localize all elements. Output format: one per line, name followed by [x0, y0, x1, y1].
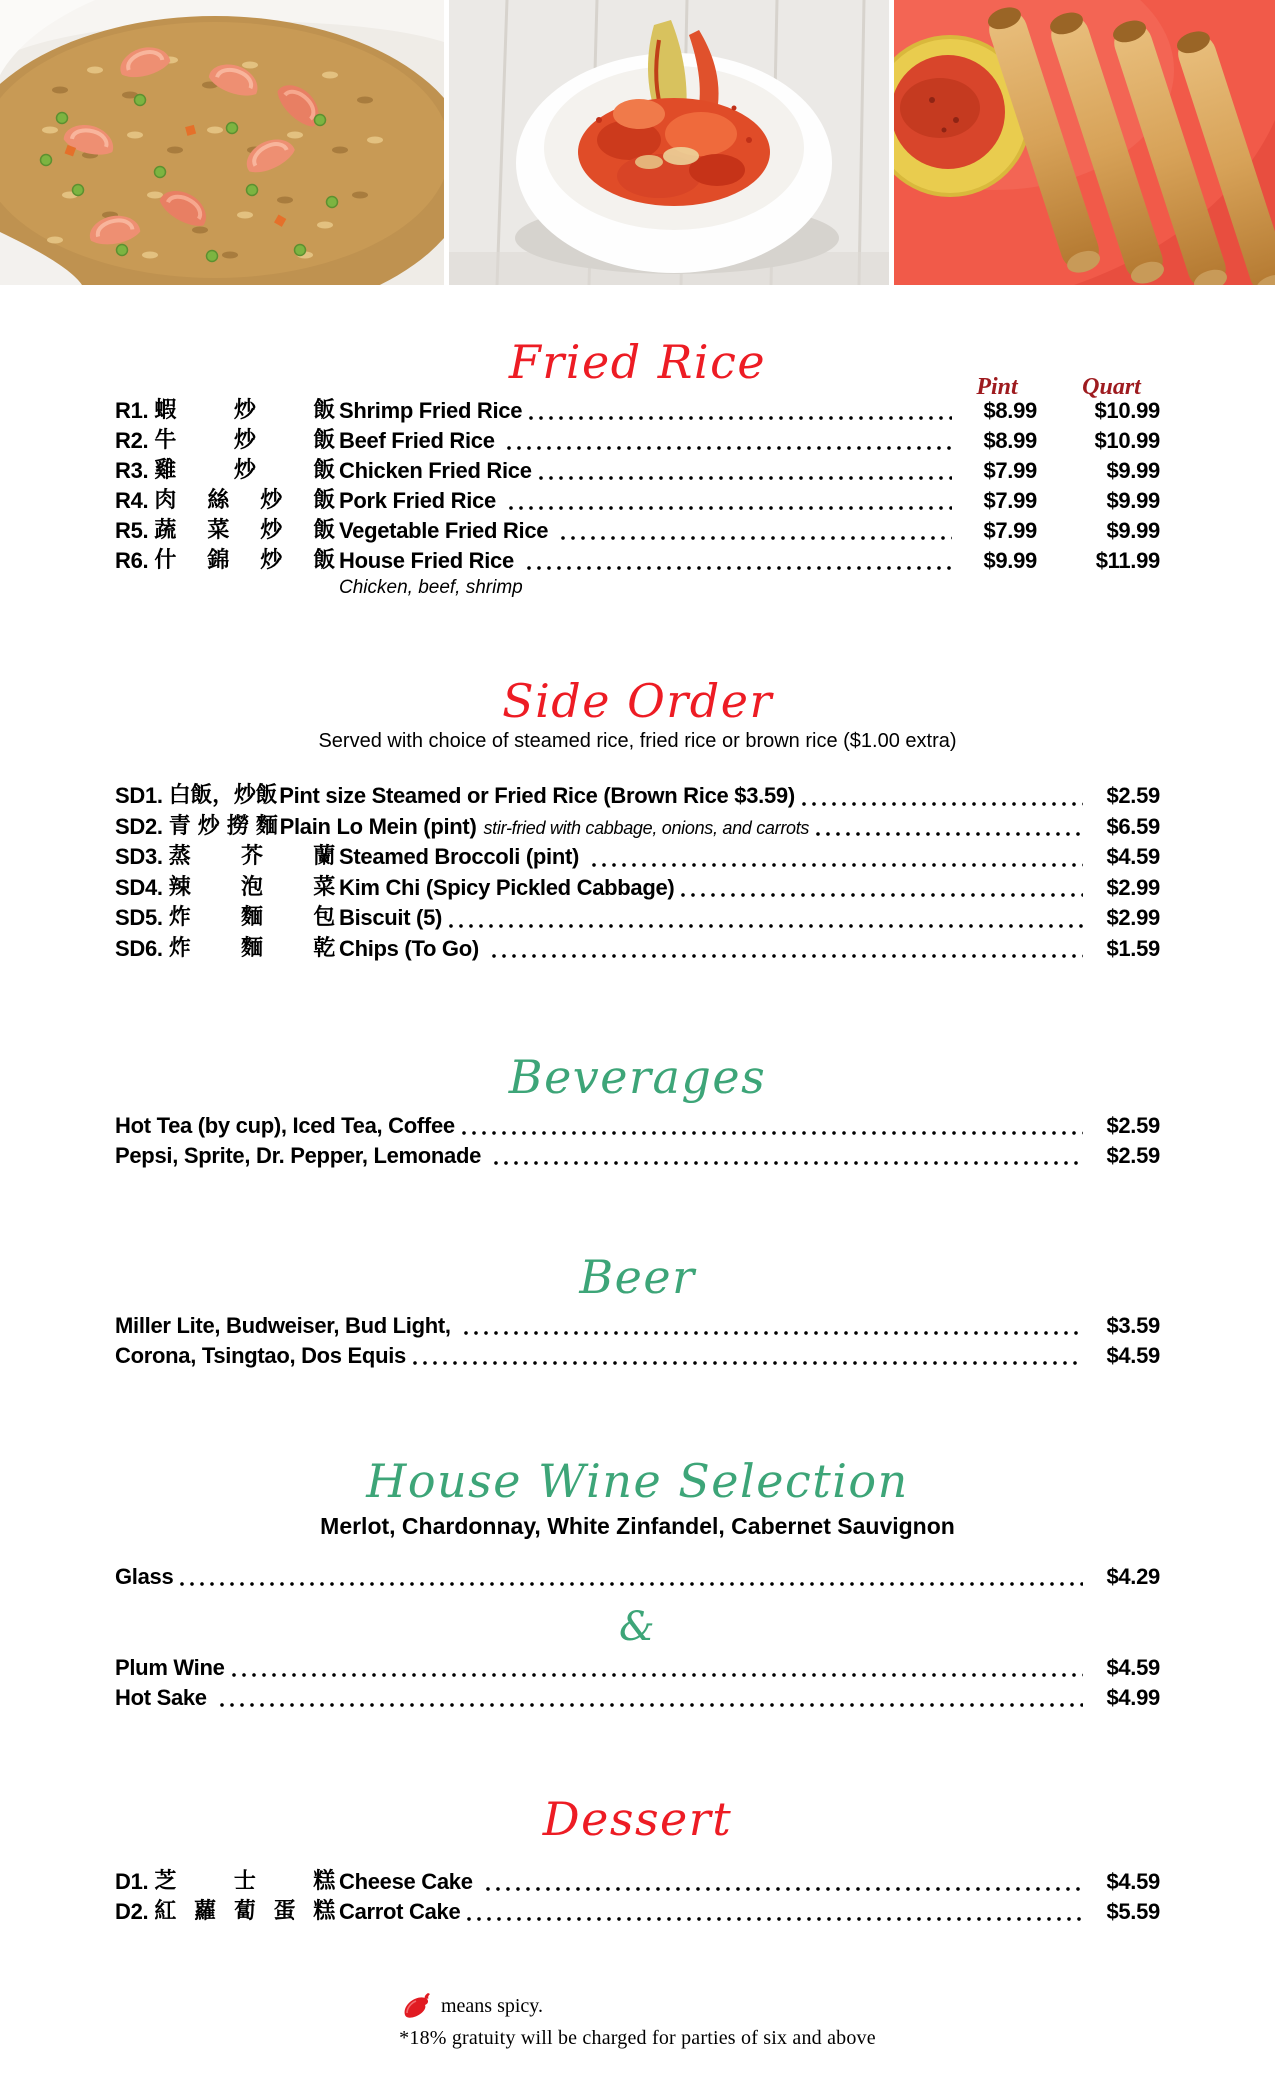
dotted-leader: [816, 832, 1083, 836]
item-name: Chips (To Go): [339, 935, 485, 961]
wine-extra-items: [115, 1653, 1160, 1713]
item-name: Shrimp Fried Rice: [339, 398, 523, 423]
item-price: $4.59: [1106, 1869, 1160, 1894]
dotted-leader: [527, 566, 952, 570]
item-price-pint: $8.99: [983, 398, 1037, 423]
menu-item-import-beer: [115, 1341, 1160, 1371]
item-chinese: 什 錦 炒 飯: [154, 548, 335, 573]
dotted-leader: [529, 416, 952, 420]
item-name: Beef Fried Rice: [339, 428, 501, 453]
item-number: SD5.: [115, 905, 163, 930]
menu-item-r5: [115, 516, 1160, 546]
beer-items: [115, 1311, 1160, 1371]
dotted-leader: [507, 446, 952, 450]
dotted-leader: [464, 1331, 1083, 1335]
dotted-leader: [802, 802, 1083, 806]
menu-item-sd5: [115, 903, 1160, 934]
item-number: D2.: [115, 1899, 149, 1924]
item-note-r6: Chicken, beef, shrimp: [339, 577, 523, 598]
item-price: $3.59: [1106, 1313, 1160, 1338]
item-price-quart: $9.99: [1106, 488, 1160, 513]
section-fried-rice: [115, 337, 1160, 600]
gratuity-note: *18% gratuity will be charged for parties of six and above: [399, 2027, 876, 2049]
menu-item-r2: [115, 426, 1160, 456]
item-price: $2.59: [1106, 1143, 1160, 1168]
menu-item-d1: [115, 1867, 1160, 1897]
item-chinese: 蒸 芥 蘭: [168, 844, 335, 869]
item-price: $4.59: [1106, 1655, 1160, 1680]
dotted-leader: [413, 1361, 1083, 1365]
item-name: Biscuit (5): [339, 905, 443, 930]
item-price: $5.59: [1106, 1899, 1160, 1924]
side-order-items: [115, 781, 1160, 964]
menu-item-sd2: [115, 812, 1160, 843]
item-number: SD3.: [115, 844, 163, 869]
item-number: SD1.: [115, 783, 163, 808]
menu-item-plum-wine: [115, 1653, 1160, 1683]
photo-kimchi: [449, 0, 889, 285]
item-name: Chicken Fried Rice: [339, 458, 532, 483]
footer-notes: [115, 1993, 1160, 2050]
spicy-note-text: means spicy.: [441, 1994, 544, 2017]
dotted-leader: [592, 863, 1083, 867]
dotted-leader: [486, 1887, 1084, 1891]
item-price: $1.59: [1106, 935, 1160, 961]
item-name: Miller Lite, Budweiser, Bud Light,: [115, 1313, 457, 1338]
item-name: Steamed Broccoli (pint): [339, 844, 585, 869]
item-number: R5.: [115, 518, 149, 543]
menu-item-sd4: [115, 873, 1160, 904]
menu-item-d2: [115, 1897, 1160, 1927]
item-name: Cheese Cake: [339, 1869, 479, 1894]
menu-item-hot-tea: [115, 1111, 1160, 1141]
section-beer: [115, 1252, 1160, 1371]
photo-shrimp-fried-rice: [0, 0, 444, 285]
beverage-items: [115, 1111, 1160, 1171]
item-number: R1.: [115, 398, 149, 423]
item-chinese: 白飯，炒飯: [168, 783, 278, 808]
item-number: R2.: [115, 428, 149, 453]
menu-item-sd6: [115, 934, 1160, 965]
item-name: Glass: [115, 1564, 174, 1589]
menu-item-sd3: [115, 842, 1160, 873]
item-name: Plain Lo Mein (pint): [279, 813, 477, 839]
ampersand-divider: &: [618, 1604, 657, 1650]
fried-rice-items: [115, 396, 1160, 600]
house-wine-items: [115, 1562, 1160, 1592]
item-price-quart: $9.99: [1106, 458, 1160, 483]
menu-item-sd1: [115, 781, 1160, 812]
item-inline-note: stir-fried with cabbage, onions, and carrots: [483, 818, 810, 838]
item-number: R6.: [115, 548, 149, 573]
menu-item-r4: [115, 486, 1160, 516]
item-number: R3.: [115, 458, 149, 483]
section-dessert: [115, 1794, 1160, 1927]
item-price-pint: $7.99: [983, 518, 1037, 543]
item-price-pint: $8.99: [983, 428, 1037, 453]
dotted-leader: [681, 893, 1083, 897]
item-price: $4.99: [1106, 1685, 1160, 1710]
dessert-items: [115, 1867, 1160, 1927]
section-beverages: [115, 1052, 1160, 1171]
section-title-side-order: Side Order: [502, 674, 773, 728]
item-number: SD6.: [115, 935, 163, 961]
menu-body: [0, 337, 1275, 2050]
item-price-pint: $9.99: [983, 548, 1037, 573]
item-chinese: 雞 炒 飯: [154, 458, 335, 483]
dotted-leader: [449, 924, 1083, 928]
item-name: Pepsi, Sprite, Dr. Pepper, Lemonade: [115, 1143, 487, 1168]
item-name: Pork Fried Rice: [339, 488, 502, 513]
item-number: SD2.: [115, 813, 163, 839]
section-side-order: [115, 676, 1160, 964]
item-price-quart: $10.99: [1094, 398, 1160, 423]
dotted-leader: [220, 1703, 1083, 1707]
item-number: R4.: [115, 488, 149, 513]
item-name: Corona, Tsingtao, Dos Equis: [115, 1343, 406, 1368]
egg-rolls-illustration: [894, 0, 1275, 285]
menu-item-domestic-beer: [115, 1311, 1160, 1341]
item-name: Hot Sake: [115, 1685, 213, 1710]
chili-pepper-icon: [403, 1993, 433, 2019]
menu-item-r6: [115, 546, 1160, 576]
item-chinese: 紅蘿蔔蛋糕: [154, 1899, 335, 1924]
photo-strip: [0, 0, 1275, 285]
item-price: $2.99: [1106, 874, 1160, 900]
item-chinese: 蔬 菜 炒 飯: [154, 518, 335, 543]
dotted-leader: [492, 954, 1083, 958]
item-name: Carrot Cake: [339, 1899, 461, 1924]
house-wine-varietals: Merlot, Chardonnay, White Zinfandel, Cabernet Sauvignon: [320, 1513, 955, 1539]
kimchi-illustration: [449, 0, 889, 285]
shrimp-fried-rice-illustration: [0, 0, 444, 285]
item-price: $4.29: [1106, 1564, 1160, 1589]
item-chinese: 蝦 炒 飯: [154, 398, 335, 423]
spicy-legend: [403, 1993, 1160, 2019]
item-price-pint: $7.99: [983, 458, 1037, 483]
menu-item-r3: [115, 456, 1160, 486]
item-price: $4.59: [1106, 1343, 1160, 1368]
menu-item-hot-sake: [115, 1683, 1160, 1713]
section-title-fried-rice: Fried Rice: [508, 335, 767, 389]
item-price-quart: $9.99: [1106, 518, 1160, 543]
item-price: $4.59: [1106, 844, 1160, 869]
side-order-subtitle: Served with choice of steamed rice, fried rice or brown rice ($1.00 extra): [318, 730, 957, 752]
item-price: $2.99: [1106, 905, 1160, 930]
section-title-house-wine: House Wine Selection: [366, 1454, 909, 1508]
item-chinese: 炸 麵 包: [168, 905, 335, 930]
dotted-leader: [232, 1673, 1083, 1677]
dotted-leader: [561, 536, 952, 540]
column-header-quart: Quart: [1082, 374, 1141, 400]
item-name: Pint size Steamed or Fried Rice (Brown Rice $3.59): [279, 783, 795, 808]
item-number: D1.: [115, 1869, 149, 1894]
item-name: Hot Tea (by cup), Iced Tea, Coffee: [115, 1113, 455, 1138]
menu-item-glass: [115, 1562, 1160, 1592]
item-price-quart: $11.99: [1095, 548, 1160, 573]
dotted-leader: [467, 1917, 1083, 1921]
column-header-pint: Pint: [976, 374, 1018, 400]
item-price-quart: $10.99: [1094, 428, 1160, 453]
item-chinese: 芝 士 糕: [154, 1869, 335, 1894]
section-title-beverages: Beverages: [508, 1050, 767, 1104]
dotted-leader: [494, 1161, 1083, 1165]
dotted-leader: [509, 506, 952, 510]
item-name: Vegetable Fried Rice: [339, 518, 555, 543]
item-price: $2.59: [1106, 783, 1160, 808]
menu-item-sodas: [115, 1141, 1160, 1171]
item-chinese: 牛 炒 飯: [154, 428, 335, 453]
item-chinese: 辣 泡 菜: [168, 874, 335, 900]
item-number: SD4.: [115, 874, 163, 900]
item-chinese: 炸 麵 乾: [168, 935, 335, 961]
item-price: $6.59: [1106, 813, 1160, 839]
item-name: Plum Wine: [115, 1655, 225, 1680]
section-title-beer: Beer: [579, 1250, 696, 1304]
menu-item-r1: [115, 396, 1160, 426]
item-chinese: 青 炒 撈 麵: [168, 813, 278, 839]
photo-egg-rolls: [894, 0, 1275, 285]
section-house-wine: [115, 1456, 1160, 1713]
item-price-pint: $7.99: [983, 488, 1037, 513]
dotted-leader: [180, 1582, 1083, 1586]
item-chinese: 肉 絲 炒 飯: [154, 488, 335, 513]
item-price: $2.59: [1106, 1113, 1160, 1138]
item-name: House Fried Rice: [339, 548, 520, 573]
dotted-leader: [462, 1131, 1083, 1135]
section-title-dessert: Dessert: [542, 1792, 733, 1846]
dotted-leader: [539, 476, 952, 480]
item-name: Kim Chi (Spicy Pickled Cabbage): [339, 874, 675, 900]
